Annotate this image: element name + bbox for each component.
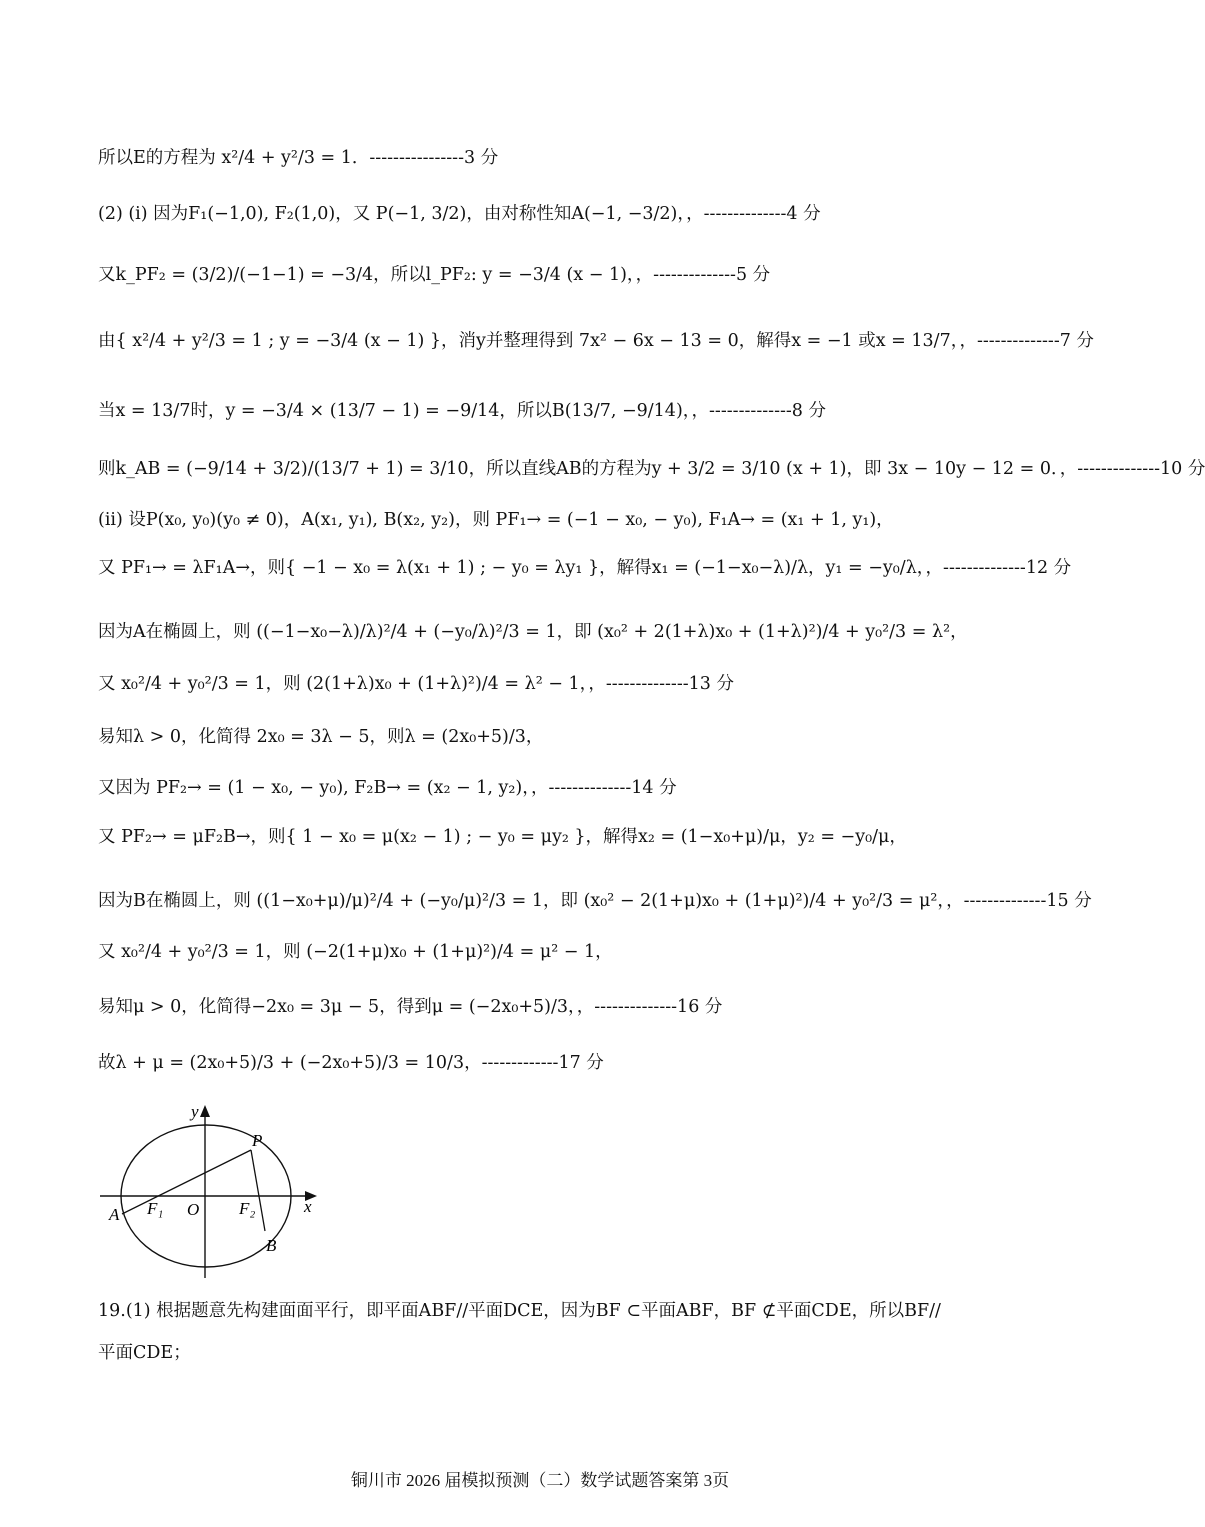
line-5: 当x = 13/7时，y = −3/4 × (13/7 − 1) = −9/14，所以B(13/7, −9/14)，，--------------8 分: [98, 401, 827, 421]
line-3: 又k_PF₂ = (3/2)/(−1−1) = −3/4，所以l_PF₂: y = −3/4 (x − 1)，，--------------5 分: [98, 265, 771, 285]
line-10: 又 x₀²/4 + y₀²/3 = 1，则 (2(1+λ)x₀ + (1+λ)²)/4 = λ² − 1，，--------------13 分: [98, 674, 734, 694]
line-18: 19.(1) 根据题意先构建面面平行，即平面ABF//平面DCE，因为BF ⊂平面ABF，BF ⊄平面CDE，所以BF//: [98, 1301, 941, 1321]
label-a: A: [109, 1205, 120, 1224]
y-axis-arrow: [200, 1105, 210, 1117]
label-b: B: [266, 1236, 277, 1255]
line-4: 由{ x²/4 + y²/3 = 1 ; y = −3/4 (x − 1) }，消y并整理得到 7x² − 6x − 13 = 0，解得x = −1 或x = 13/7，，--------------7 分: [98, 331, 1094, 351]
line-19: 平面CDE；: [98, 1343, 191, 1363]
line-9: 因为A在椭圆上，则 ((−1−x₀−λ)/λ)²/4 + (−y₀/λ)²/3 = 1，即 (x₀² + 2(1+λ)x₀ + (1+λ)²)/4 + y₀²/3 = λ²，: [98, 622, 968, 642]
line-8: 又 PF₁→ = λF₁A→，则{ −1 − x₀ = λ(x₁ + 1) ; − y₀ = λy₁ }，解得x₁ = (−1−x₀−λ)/λ，y₁ = −y₀/λ，，--------------12 分: [98, 558, 1072, 578]
label-o: O: [187, 1200, 200, 1219]
line-17: 故λ + μ = (2x₀+5)/3 + (−2x₀+5)/3 = 10/3，-------------17 分: [98, 1053, 604, 1073]
line-pb: [251, 1150, 265, 1231]
ellipse-figure: [95, 1095, 335, 1280]
line-13: 又 PF₂→ = μF₂B→，则{ 1 − x₀ = μ(x₂ − 1) ; − y₀ = μy₂ }，解得x₂ = (1−x₀+μ)/μ，y₂ = −y₀/μ，: [98, 827, 907, 847]
page-footer: 铜川市 2026 届模拟预测（二）数学试题答案第 3页: [350, 1471, 730, 1490]
line-14: 因为B在椭圆上，则 ((1−x₀+μ)/μ)²/4 + (−y₀/μ)²/3 = 1，即 (x₀² − 2(1+μ)x₀ + (1+μ)²)/4 + y₀²/3 = μ²，，--------------15 分: [98, 891, 1092, 911]
line-7: (ii) 设P(x₀, y₀)(y₀ ≠ 0)，A(x₁, y₁), B(x₂, y₂)，则 PF₁→ = (−1 − x₀, − y₀), F₁A→ = (x₁ + 1, y₁)，: [98, 510, 894, 530]
label-f1: F₁: [147, 1199, 164, 1218]
line-16: 易知μ > 0，化简得−2x₀ = 3μ − 5，得到μ = (−2x₀+5)/3，，--------------16 分: [98, 997, 723, 1017]
label-x: x: [304, 1197, 312, 1216]
line-11: 易知λ > 0，化简得 2x₀ = 3λ − 5，则λ = (2x₀+5)/3，: [98, 727, 544, 747]
line-15: 又 x₀²/4 + y₀²/3 = 1，则 (−2(1+μ)x₀ + (1+μ)²)/4 = μ² − 1，: [98, 942, 613, 962]
label-p: P: [252, 1131, 263, 1150]
line-12: 又因为 PF₂→ = (1 − x₀, − y₀), F₂B→ = (x₂ − 1, y₂)，，--------------14 分: [98, 778, 677, 798]
label-y: y: [191, 1102, 199, 1121]
line-2: (2) (i) 因为F₁(−1,0), F₂(1,0)，又 P(−1, 3/2)，由对称性知A(−1, −3/2)，，--------------4 分: [98, 204, 821, 224]
line-6: 则k_AB = (−9/14 + 3/2)/(13/7 + 1) = 3/10，所以直线AB的方程为y + 3/2 = 3/10 (x + 1)，即 3x − 10y − 12 = 0．，--------------10 分: [98, 459, 1205, 479]
label-f2: F₂: [239, 1199, 256, 1218]
line-1: 所以E的方程为 x²/4 + y²/3 = 1．----------------3 分: [98, 148, 499, 168]
